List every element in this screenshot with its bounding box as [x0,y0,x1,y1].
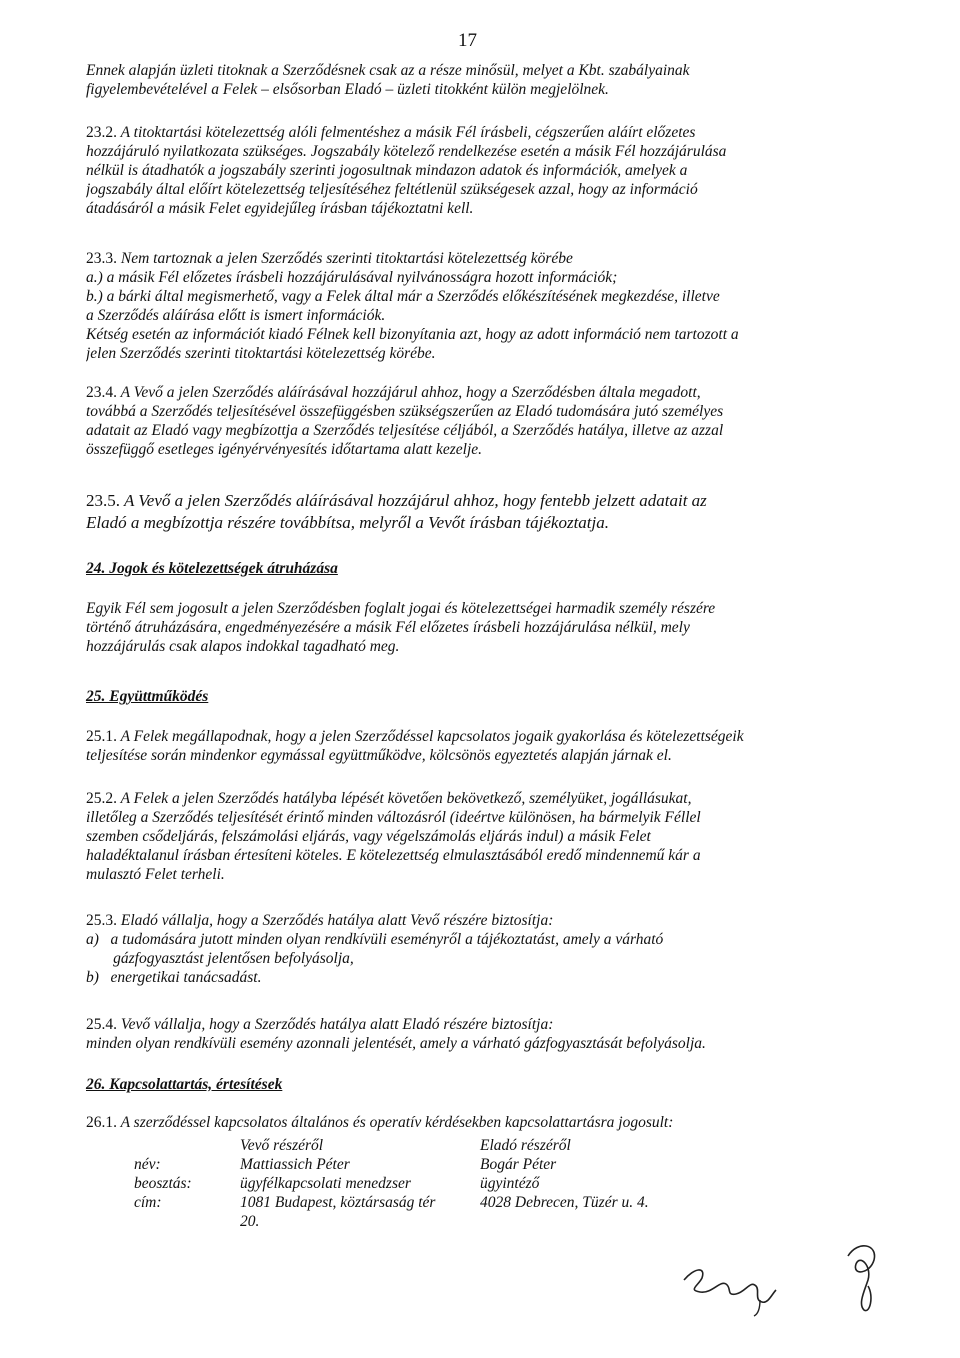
section-number: 25.2. [86,790,117,807]
section-26-1 [86,1114,856,1133]
list-item: b) energetikai tanácsadást. [86,968,262,986]
text-line: jogszabály által előírt kötelezettség teljesítéséhez feltétlenül szükségesek azzal, hogy az információ [86,180,698,198]
section-23-3 [86,250,856,363]
text-line: A Felek a jelen Szerződés hatályba lépését követően bekövetkező, személyüket, jogállásukat, [120,790,692,807]
heading-26: 26. Kapcsolattartás, értesítések [86,1076,283,1093]
heading-24: 24. Jogok és kötelezettségek átruházása [86,560,338,577]
text-line: Eladó vállalja, hogy a Szerződés hatálya alatt Vevő részére biztosítja: [120,912,554,929]
section-23-5 [86,490,856,534]
row-label: beosztás: [134,1174,192,1192]
section-25-4 [86,1016,856,1054]
text-line: szemben csődeljárás, felszámolási eljárás, vagy végelszámolás eljárás indul) a másik Felet [86,827,651,845]
section-25-1 [86,728,856,766]
vevo-value: ügyfélkapcsolati menedzser [240,1174,411,1192]
section-25-3 [86,912,856,988]
page-number: 17 [458,30,477,51]
text-line: adatait az Eladó vagy megbízottja a Szerződés teljesítése céljából, a Szerződés hatálya, illetve az azzal [86,421,724,439]
text-line: figyelembevételével a Felek – elsősorban Eladó – üzleti titokként külön megjelölnek. [86,80,609,98]
text-line: Nem tartoznak a jelen Szerződés szerinti titoktartási kötelezettség körébe [120,250,573,267]
contacts-table [86,1137,700,1232]
signature-1 [676,1250,786,1320]
elado-value: Bogár Péter [480,1155,557,1173]
text-line: Kétség esetén az információt kiadó Félnek kell bizonyítania azt, hogy az adott információ nem tartozott a [86,325,739,343]
text-line: mulasztó Felet terheli. [86,865,225,883]
text-line: illetőleg a Szerződés teljesítését érintő minden változásról (ideértve különösen, ha bármelyik Féllel [86,808,701,826]
section-number: 25.4. [86,1016,117,1033]
text-line: Ennek alapján üzleti titoknak a Szerződésnek csak az a része minősül, melyet a Kbt. szabályainak [86,62,690,79]
text-line: A titoktartási kötelezettség alóli felmentéshez a másik Fél írásbeli, cégszerűen aláírt előzetes [120,124,696,141]
section-number: 23.3. [86,250,117,267]
text-line: A szerződéssel kapcsolatos általános és operatív kérdésekben kapcsolattartásra jogosult: [120,1114,674,1131]
text-line: átadásáról a másik Felet egyidejűleg írásban tájékoztatni kell. [86,199,474,217]
text-line: összefüggő esetleges igényérvényesítés időtartama alatt kezelje. [86,440,483,458]
vevo-value: 1081 Budapest, köztársaság tér [240,1193,436,1211]
text-line: jelen Szerződés szerinti titoktartási kötelezettség körébe. [86,344,436,362]
text-line: minden olyan rendkívüli esemény azonnali jelentését, amely a várható gázfogyasztását befolyásolja. [86,1034,706,1052]
vevo-value: Mattiassich Péter [240,1155,350,1173]
list-item: a) a tudomására jutott minden olyan rendkívüli eseményről a tájékoztatást, amely a várható [86,930,664,948]
section-number: 25.1. [86,728,117,745]
list-item: gázfogyasztást jelentősen befolyásolja, [86,949,354,967]
text-line: teljesítése során mindenkor egymással együttműködve, kölcsönös egyeztetés alapján járnak el. [86,746,672,764]
section-number: 25.3. [86,912,117,929]
section-24 [86,600,856,657]
text-line: hozzájáruló nyilatkozata szükséges. Jogszabály kötelező rendelkezése esetén a másik Fél hozzájárulása [86,142,727,160]
text-line: haladéktalanul írásban értesíteni köteles. E kötelezettség elmulasztásából eredő mindennemű kár a [86,846,701,864]
text-line: a Szerződés aláírása előtt is ismert információk. [86,306,386,324]
text-line: Egyik Fél sem jogosult a jelen Szerződésben foglalt jogai és kötelezettségei harmadik személy részére [86,600,716,617]
column-header-vevo: Vevő részéről [240,1137,324,1154]
list-item: b.) a bárki által megismerhető, vagy a Felek által már a Szerződés előkészítésének megkezdése, illetve [86,287,720,305]
text-line: továbbá a Szerződés teljesítésével összefüggésben szükségszerűen az Eladó tudomására jutó személyes [86,402,724,420]
text-line: hozzájárulás csak alapos indokkal tagadható meg. [86,637,400,655]
section-25-2 [86,790,856,885]
contacts-row [86,1194,700,1213]
text-line: A Felek megállapodnak, hogy a jelen Szerződéssel kapcsolatos jogaik gyakorlása és kötelezettségeik [120,728,744,745]
column-header-elado: Eladó részéről [480,1137,571,1154]
section-number: 23.4. [86,384,117,401]
row-label: cím: [134,1193,162,1211]
contacts-row [86,1175,700,1194]
section-23-2 [86,124,856,219]
address-continuation: 20. [240,1212,260,1230]
signature-2 [838,1236,888,1316]
section-number: 23.5. [86,491,120,510]
intro-paragraph [86,62,856,100]
elado-value: 4028 Debrecen, Tüzér u. 4. [480,1193,649,1211]
row-label: név: [134,1155,161,1173]
contacts-row [86,1156,700,1175]
contacts-row [86,1213,700,1232]
text-line: történő átruházására, engedményezésére a másik Fél előzetes írásbeli hozzájárulása nélkül, mely [86,618,690,636]
section-23-4 [86,384,856,460]
text-line: A Vevő a jelen Szerződés aláírásával hozzájárul ahhoz, hogy fentebb jelzett adatait az [123,491,707,510]
heading-25: 25. Együttműködés [86,688,209,705]
text-line: A Vevő a jelen Szerződés aláírásával hozzájárul ahhoz, hogy a Szerződésben általa megadott, [120,384,701,401]
elado-value: ügyintéző [480,1174,540,1192]
text-line: Eladó a megbízottja részére továbbítsa, melyről a Vevőt írásban tájékoztatja. [86,513,610,533]
text-line: Vevő vállalja, hogy a Szerződés hatálya alatt Eladó részére biztosítja: [120,1016,554,1033]
text-line: nélkül is átadhatók a jogszabály szerinti jogosultnak mindazon adatok és információk, amelyek a [86,161,688,179]
contacts-header-row [86,1137,700,1156]
section-number: 23.2. [86,124,117,141]
section-number: 26.1. [86,1114,117,1131]
list-item: a.) a másik Fél előzetes írásbeli hozzájárulásával nyilvánosságra hozott információk; [86,268,618,286]
